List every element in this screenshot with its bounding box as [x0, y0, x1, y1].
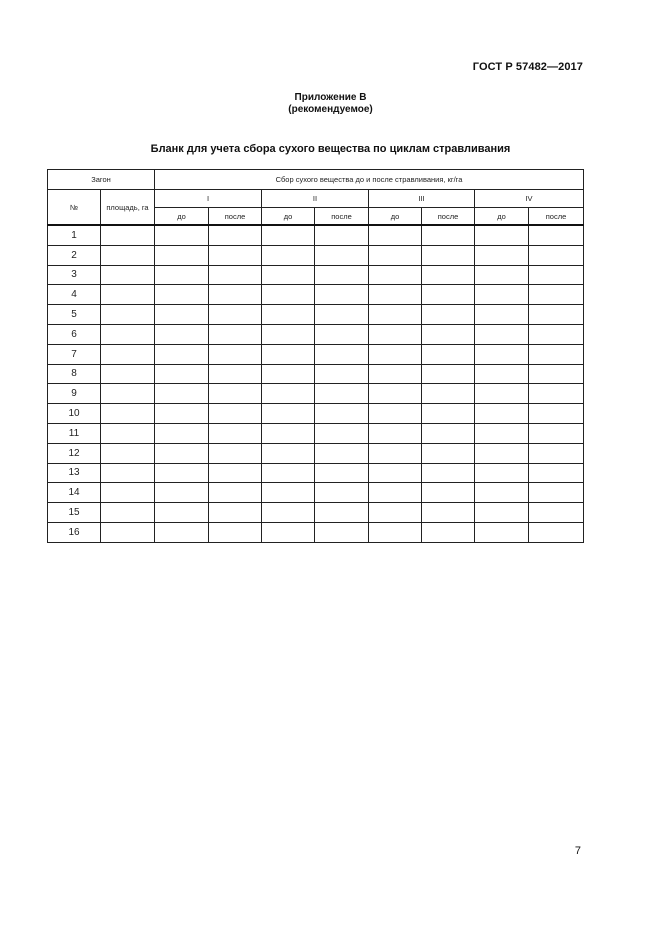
blank-cell [422, 344, 475, 364]
blank-cell [209, 404, 262, 424]
blank-cell [209, 265, 262, 285]
blank-cell [369, 324, 422, 344]
blank-cell [155, 225, 209, 245]
blank-cell [101, 443, 155, 463]
blank-cell [422, 225, 475, 245]
blank-cell [369, 404, 422, 424]
row-number: 16 [48, 522, 101, 542]
blank-cell [155, 285, 209, 305]
blank-cell [475, 245, 529, 265]
row-number: 4 [48, 285, 101, 305]
header-cycle-4: IV [475, 190, 584, 208]
blank-cell [101, 364, 155, 384]
blank-cell [155, 522, 209, 542]
blank-cell [422, 503, 475, 523]
table-row [48, 225, 584, 245]
blank-cell [529, 463, 584, 483]
blank-cell [315, 423, 369, 443]
header-after: после [315, 208, 369, 226]
blank-cell [422, 285, 475, 305]
blank-cell [262, 522, 315, 542]
blank-cell [475, 285, 529, 305]
record-form-table [47, 169, 584, 543]
table-row [48, 463, 584, 483]
blank-cell [101, 324, 155, 344]
blank-cell [315, 324, 369, 344]
blank-cell [369, 443, 422, 463]
blank-cell [529, 483, 584, 503]
blank-cell [315, 443, 369, 463]
header-zagon: Загон [48, 170, 155, 190]
blank-cell [422, 364, 475, 384]
table-row [48, 503, 584, 523]
blank-cell [209, 225, 262, 245]
blank-cell [262, 324, 315, 344]
blank-cell [155, 443, 209, 463]
blank-cell [209, 324, 262, 344]
blank-cell [369, 285, 422, 305]
blank-cell [155, 404, 209, 424]
blank-cell [529, 305, 584, 325]
blank-cell [422, 483, 475, 503]
appendix-subtitle: (рекомендуемое) [288, 104, 373, 115]
row-number: 6 [48, 324, 101, 344]
blank-cell [262, 404, 315, 424]
blank-cell [475, 305, 529, 325]
blank-cell [369, 522, 422, 542]
header-area: площадь, га [101, 190, 155, 226]
standard-number: ГОСТ Р 57482—2017 [472, 61, 583, 73]
blank-cell [422, 443, 475, 463]
blank-cell [475, 324, 529, 344]
blank-cell [262, 285, 315, 305]
row-number: 1 [48, 225, 101, 245]
blank-cell [315, 265, 369, 285]
row-number: 2 [48, 245, 101, 265]
row-number: 15 [48, 503, 101, 523]
header-before: до [155, 208, 209, 226]
table-row [48, 384, 584, 404]
blank-cell [155, 305, 209, 325]
blank-cell [209, 443, 262, 463]
blank-cell [475, 364, 529, 384]
header-before: до [475, 208, 529, 226]
blank-cell [262, 225, 315, 245]
blank-cell [422, 305, 475, 325]
blank-cell [422, 245, 475, 265]
blank-cell [155, 324, 209, 344]
blank-cell [101, 522, 155, 542]
table-row [48, 305, 584, 325]
header-cycle-3: III [369, 190, 475, 208]
blank-cell [475, 384, 529, 404]
blank-cell [529, 384, 584, 404]
blank-cell [529, 443, 584, 463]
blank-cell [529, 245, 584, 265]
blank-cell [262, 483, 315, 503]
blank-cell [422, 463, 475, 483]
table-row [48, 443, 584, 463]
blank-cell [529, 503, 584, 523]
blank-cell [262, 364, 315, 384]
blank-cell [262, 245, 315, 265]
header-after: после [422, 208, 475, 226]
table-row [48, 285, 584, 305]
blank-cell [209, 503, 262, 523]
blank-cell [369, 463, 422, 483]
blank-cell [101, 384, 155, 404]
table-row [48, 344, 584, 364]
row-number: 10 [48, 404, 101, 424]
table-row [48, 483, 584, 503]
blank-cell [315, 384, 369, 404]
blank-cell [315, 285, 369, 305]
blank-cell [475, 265, 529, 285]
blank-cell [315, 483, 369, 503]
row-number: 11 [48, 423, 101, 443]
blank-cell [369, 364, 422, 384]
row-number: 7 [48, 344, 101, 364]
blank-cell [101, 404, 155, 424]
blank-cell [369, 245, 422, 265]
blank-cell [262, 265, 315, 285]
blank-cell [101, 265, 155, 285]
header-cycle-1: I [155, 190, 262, 208]
row-number: 13 [48, 463, 101, 483]
blank-cell [155, 423, 209, 443]
blank-cell [422, 324, 475, 344]
table-row [48, 423, 584, 443]
blank-cell [155, 503, 209, 523]
blank-cell [475, 522, 529, 542]
blank-cell [155, 463, 209, 483]
row-number: 5 [48, 305, 101, 325]
blank-cell [315, 344, 369, 364]
blank-cell [101, 305, 155, 325]
blank-cell [155, 364, 209, 384]
blank-cell [422, 265, 475, 285]
blank-cell [209, 245, 262, 265]
blank-cell [529, 265, 584, 285]
blank-cell [315, 245, 369, 265]
blank-cell [209, 305, 262, 325]
table-row [48, 324, 584, 344]
blank-cell [315, 522, 369, 542]
blank-cell [475, 443, 529, 463]
header-before: до [262, 208, 315, 226]
blank-cell [475, 463, 529, 483]
blank-cell [369, 423, 422, 443]
blank-cell [101, 503, 155, 523]
blank-cell [422, 384, 475, 404]
blank-cell [315, 364, 369, 384]
row-number: 12 [48, 443, 101, 463]
blank-cell [209, 483, 262, 503]
header-after: после [209, 208, 262, 226]
blank-cell [101, 285, 155, 305]
blank-cell [475, 423, 529, 443]
blank-cell [475, 404, 529, 424]
header-number: № [48, 190, 101, 226]
blank-cell [369, 384, 422, 404]
form-title: Бланк для учета сбора сухого вещества по циклам стравливания [150, 143, 511, 155]
blank-cell [101, 225, 155, 245]
blank-cell [529, 364, 584, 384]
row-number: 3 [48, 265, 101, 285]
table-row [48, 522, 584, 542]
blank-cell [369, 265, 422, 285]
blank-cell [262, 443, 315, 463]
blank-cell [422, 404, 475, 424]
blank-cell [529, 522, 584, 542]
appendix-title: Приложение В [294, 92, 367, 103]
row-number: 8 [48, 364, 101, 384]
blank-cell [262, 305, 315, 325]
row-number: 14 [48, 483, 101, 503]
blank-cell [155, 265, 209, 285]
blank-cell [422, 522, 475, 542]
row-number: 9 [48, 384, 101, 404]
blank-cell [315, 305, 369, 325]
blank-cell [422, 423, 475, 443]
blank-cell [209, 463, 262, 483]
blank-cell [529, 344, 584, 364]
header-before: до [369, 208, 422, 226]
blank-cell [262, 503, 315, 523]
appendix-heading [0, 92, 661, 116]
blank-cell [101, 423, 155, 443]
blank-cell [155, 245, 209, 265]
blank-cell [101, 245, 155, 265]
table-row [48, 265, 584, 285]
blank-cell [315, 225, 369, 245]
table-row [48, 364, 584, 384]
blank-cell [209, 522, 262, 542]
blank-cell [475, 344, 529, 364]
blank-cell [262, 384, 315, 404]
blank-cell [529, 404, 584, 424]
blank-cell [475, 503, 529, 523]
blank-cell [529, 423, 584, 443]
table-row [48, 245, 584, 265]
blank-cell [369, 225, 422, 245]
blank-cell [315, 463, 369, 483]
blank-cell [155, 384, 209, 404]
blank-cell [209, 364, 262, 384]
blank-cell [262, 463, 315, 483]
blank-cell [475, 483, 529, 503]
blank-cell [475, 225, 529, 245]
blank-cell [315, 404, 369, 424]
header-collection: Сбор сухого вещества до и после стравливания, кг/га [155, 170, 584, 190]
blank-cell [529, 285, 584, 305]
blank-cell [155, 483, 209, 503]
blank-cell [209, 344, 262, 364]
blank-cell [369, 344, 422, 364]
blank-cell [529, 324, 584, 344]
blank-cell [369, 483, 422, 503]
blank-cell [101, 483, 155, 503]
blank-cell [529, 225, 584, 245]
blank-cell [209, 423, 262, 443]
blank-cell [315, 503, 369, 523]
blank-cell [209, 285, 262, 305]
page-number: 7 [574, 845, 581, 857]
table-row [48, 404, 584, 424]
blank-cell [101, 344, 155, 364]
blank-cell [262, 344, 315, 364]
blank-cell [369, 305, 422, 325]
blank-cell [262, 423, 315, 443]
blank-cell [155, 344, 209, 364]
blank-cell [101, 463, 155, 483]
blank-cell [209, 384, 262, 404]
blank-cell [369, 503, 422, 523]
header-cycle-2: II [262, 190, 369, 208]
header-after: после [529, 208, 584, 226]
